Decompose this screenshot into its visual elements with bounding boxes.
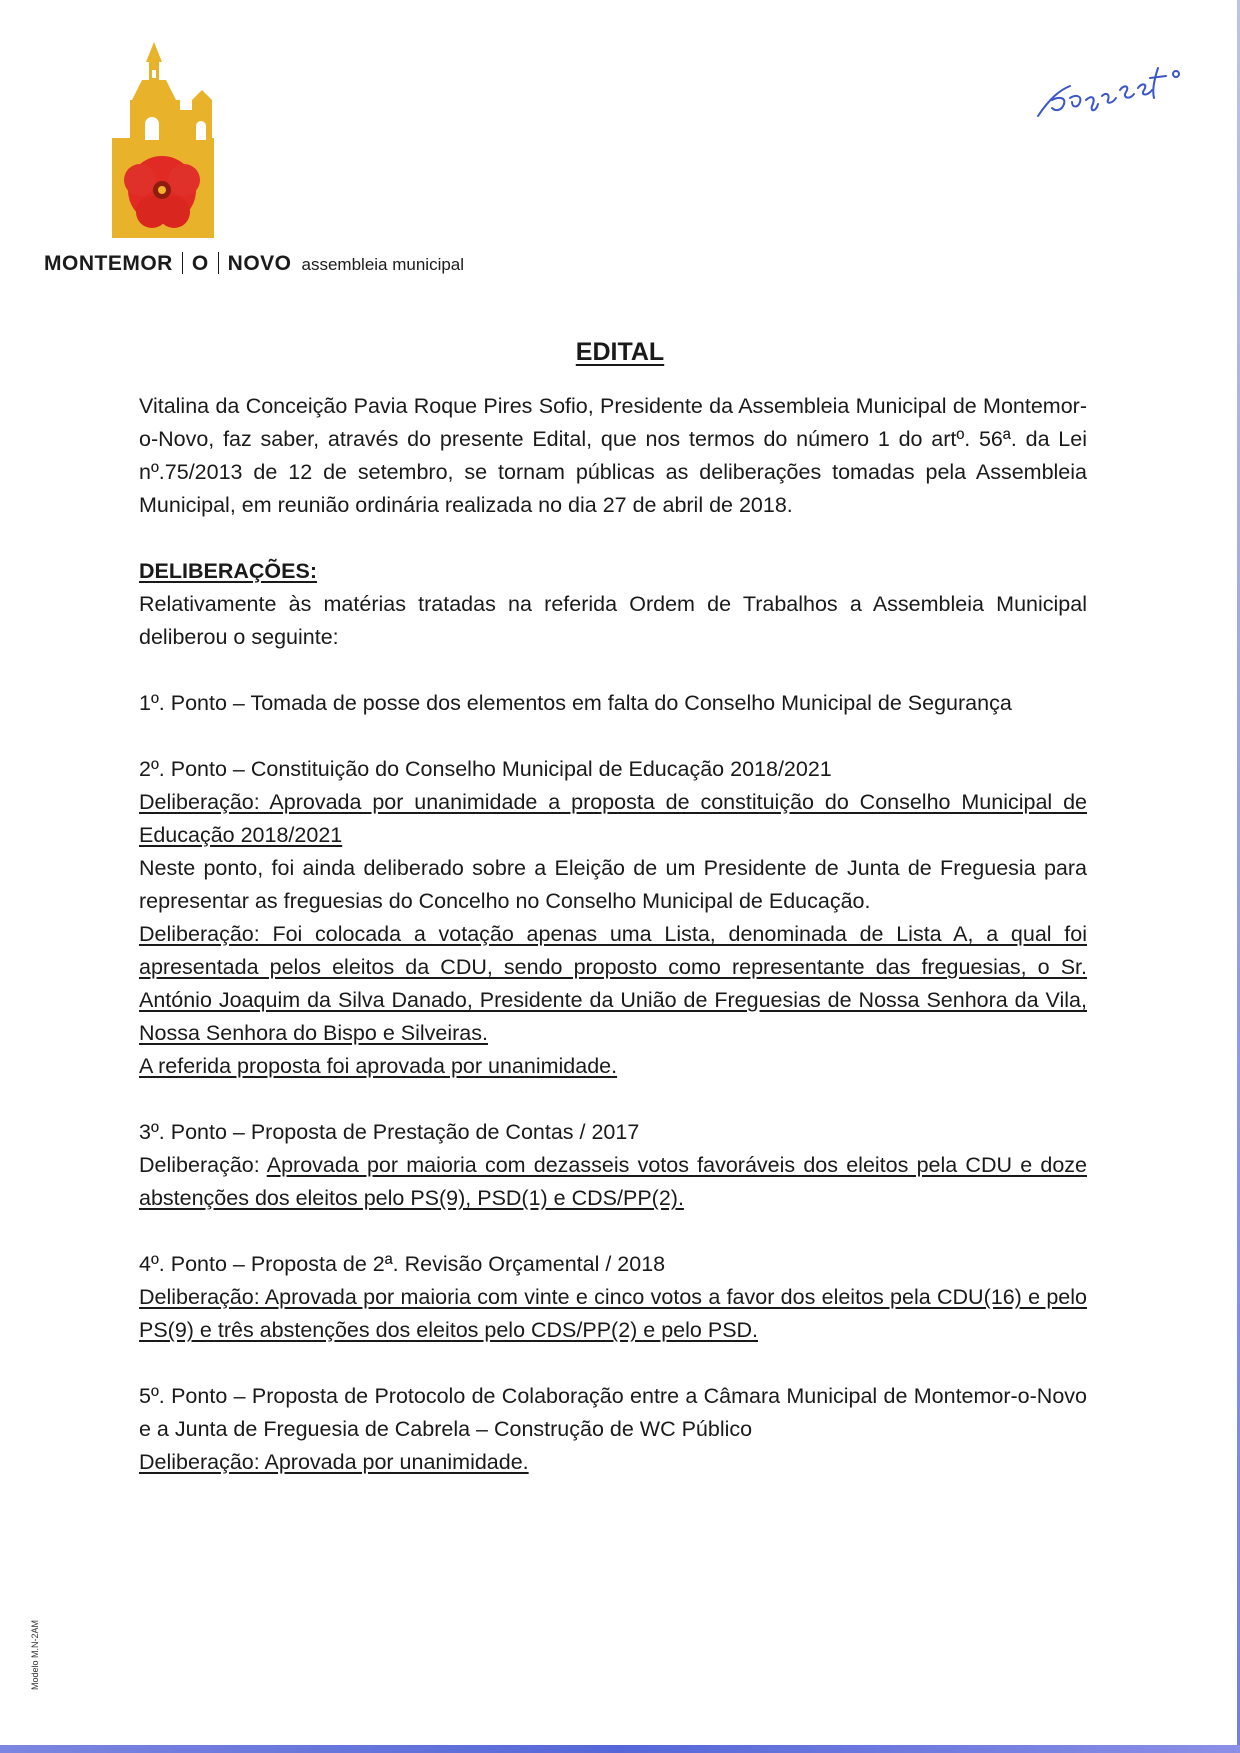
montemor-logo xyxy=(112,40,242,240)
point-2-result: A referida proposta foi aprovada por unanimidade. xyxy=(139,1054,618,1078)
deliberations-intro: Relativamente às matérias tratadas na referida Ordem de Trabalhos a Assembleia Municipal deliberou o seguinte: xyxy=(139,592,1087,649)
point-5-title: 5º. Ponto – Proposta de Protocolo de Colaboração entre a Câmara Municipal de Montemor-o-Novo e a Junta de Freguesia de Cabrela – Construção de WC Público xyxy=(139,1384,1087,1441)
handwritten-signature xyxy=(1030,38,1200,128)
brand-part-novo: NOVO xyxy=(227,252,292,275)
deliberations-heading: DELIBERAÇÕES: xyxy=(139,559,317,583)
point-2-deliberation-2: Deliberação: Foi colocada a votação apenas uma Lista, denominada de Lista A, a qual foi apresentada pelos eleitos da CDU, sendo proposto como representante das freguesias, o Sr. António Joaquim da Silva Danado, Presidente da União de Freguesias de Nossa Senhora da Vila, Nossa Senhora do Bispo e Silveiras. xyxy=(139,922,1087,1045)
brand-name xyxy=(44,252,464,276)
point-5-deliberation: Deliberação: Aprovada por unanimidade. xyxy=(139,1450,529,1474)
scan-edge-bottom xyxy=(0,1745,1240,1753)
intro-paragraph: Vitalina da Conceição Pavia Roque Pires Sofio, Presidente da Assembleia Municipal de Montemor-o-Novo, faz saber, através do presente Edital, que nos termos do número 1 do artº. 56ª. da Lei nº.75/2013 de 12 de setembro, se tornam públicas as deliberações tomadas pela Assembleia Municipal, em reunião ordinária realizada no dia 27 de abril de 2018. xyxy=(139,394,1087,517)
point-3-deliberation xyxy=(139,1149,1087,1215)
brand-part-montemor: MONTEMOR xyxy=(44,252,173,275)
point-4-title: 4º. Ponto – Proposta de 2ª. Revisão Orçamental / 2018 xyxy=(139,1252,666,1276)
point-4-deliberation: Deliberação: Aprovada por maioria com vinte e cinco votos a favor dos eleitos pela CDU(16) e pelo PS(9) e três abstenções dos eleitos pelo CDS/PP(2) e pelo PSD. xyxy=(139,1285,1087,1342)
point-3-title: 3º. Ponto – Proposta de Prestação de Contas / 2017 xyxy=(139,1120,640,1144)
document-body xyxy=(139,390,1087,1479)
document-title: EDITAL xyxy=(575,338,665,366)
model-label: Modelo M.N-2AM xyxy=(30,1619,40,1690)
brand-part-o: O xyxy=(191,252,209,275)
point-2-note: Neste ponto, foi ainda deliberado sobre a Eleição de um Presidente de Junta de Freguesia para representar as freguesias do Concelho no Conselho Municipal de Educação. xyxy=(139,856,1087,913)
point-1-title: 1º. Ponto – Tomada de posse dos elementos em falta do Conselho Municipal de Segurança xyxy=(139,691,1012,715)
point-2-title: 2º. Ponto – Constituição do Conselho Municipal de Educação 2018/2021 xyxy=(139,757,832,781)
brand-separator xyxy=(182,252,183,274)
point-3-deliberation-label: Deliberação: xyxy=(139,1153,260,1177)
point-3-deliberation-text: Aprovada por maioria com dezasseis votos favoráveis dos eleitos pela CDU e doze abstenções dos eleitos pelo PS(9), PSD(1) e CDS/PP(2). xyxy=(139,1153,1087,1210)
brand-subtitle: assembleia municipal xyxy=(301,255,465,274)
brand-separator xyxy=(218,252,219,274)
point-2-deliberation: Deliberação: Aprovada por unanimidade a proposta de constituição do Conselho Municipal de Educação 2018/2021 xyxy=(139,790,1087,847)
